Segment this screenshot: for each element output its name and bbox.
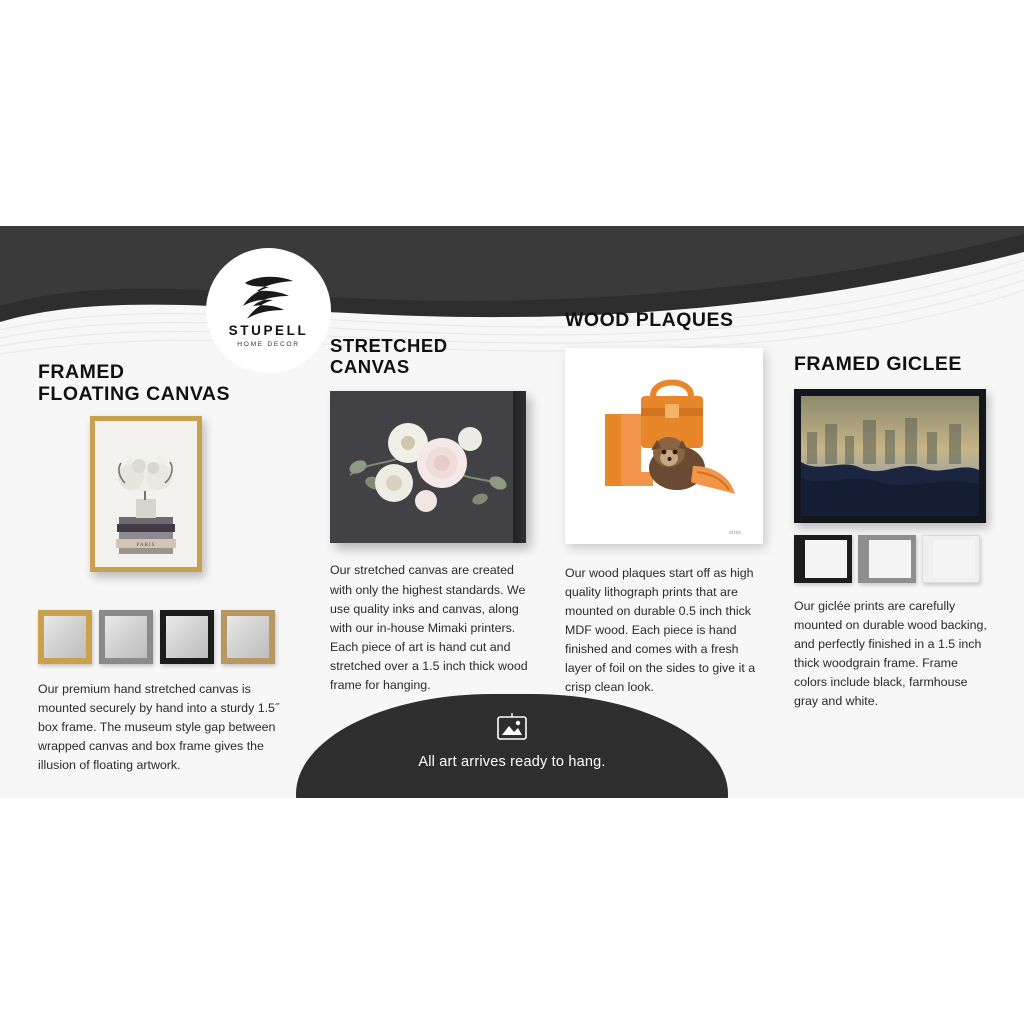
giclee-frame-samples: [794, 535, 990, 583]
section-title: WOOD PLAQUES: [565, 309, 734, 331]
framed-picture-icon: [296, 712, 728, 747]
svg-text:artist: artist: [729, 529, 741, 536]
canvas-side-edge: [513, 391, 526, 543]
frame-swatch-gray[interactable]: [99, 610, 153, 664]
frame-sample-white[interactable]: [922, 535, 980, 583]
product-construction-infographic: [0, 226, 1024, 798]
brand-logo-badge: [206, 248, 331, 373]
frame-color-swatches: [38, 610, 300, 664]
footer-tagline: All art arrives ready to hang.: [418, 754, 606, 770]
section-stretched-canvas: [330, 336, 530, 695]
artwork-wood-plaque: [565, 348, 763, 544]
section-description: Our stretched canvas are created with only the highest standards. We use quality inks and canvas, along with our in-house Mimaki printers. Each piece of art is hand cut and stretched over a 1.5 inch thick wood frame for hanging.: [330, 563, 528, 692]
brand-tagline: HOME DECOR: [237, 341, 300, 349]
artwork-framed-floating-canvas: [38, 416, 300, 596]
frame-swatch-black[interactable]: [160, 610, 214, 664]
stupell-s-swoosh-icon: [239, 273, 299, 321]
section-wood-plaques: [565, 310, 765, 697]
section-title: FRAMED FLOATING CANVAS: [38, 361, 231, 405]
frame-sample-black[interactable]: [794, 535, 852, 583]
frame-swatch-gold[interactable]: [38, 610, 92, 664]
artwork-framed-giclee: [794, 389, 986, 523]
section-description: Our wood plaques start off as high quality lithograph prints that are mounted on durable 0.5 inch thick MDF wood. Each piece is hand finished and comes with a fresh layer of foil on the sides to give it a crisp clean look.: [565, 565, 756, 695]
artwork-stretched-canvas: [330, 391, 526, 543]
section-title: FRAMED GICLEE: [794, 353, 962, 375]
footer-ready-to-hang-banner: [296, 694, 728, 798]
section-description: Our premium hand stretched canvas is mounted securely by hand into a sturdy 1.5˝ box frame. The museum style gap between wrapped canvas and box frame gives the illusion of floating artwork.: [38, 681, 280, 773]
brand-name: STUPELL: [228, 322, 309, 338]
frame-swatch-oak[interactable]: [221, 610, 275, 664]
svg-text:PARIS: PARIS: [136, 542, 156, 548]
section-framed-floating-canvas: [38, 362, 300, 775]
section-description: Our giclée prints are carefully mounted on durable wood backing, and perfectly finished in a 1.5 inch thick woodgrain frame. Frame colors include black, farmhouse gray and white.: [794, 598, 987, 709]
frame-sample-farmhouse-gray[interactable]: [858, 535, 916, 583]
section-framed-giclee: [794, 354, 990, 711]
gold-floating-frame: [90, 416, 202, 572]
section-title: STRETCHED CANVAS: [330, 335, 448, 377]
